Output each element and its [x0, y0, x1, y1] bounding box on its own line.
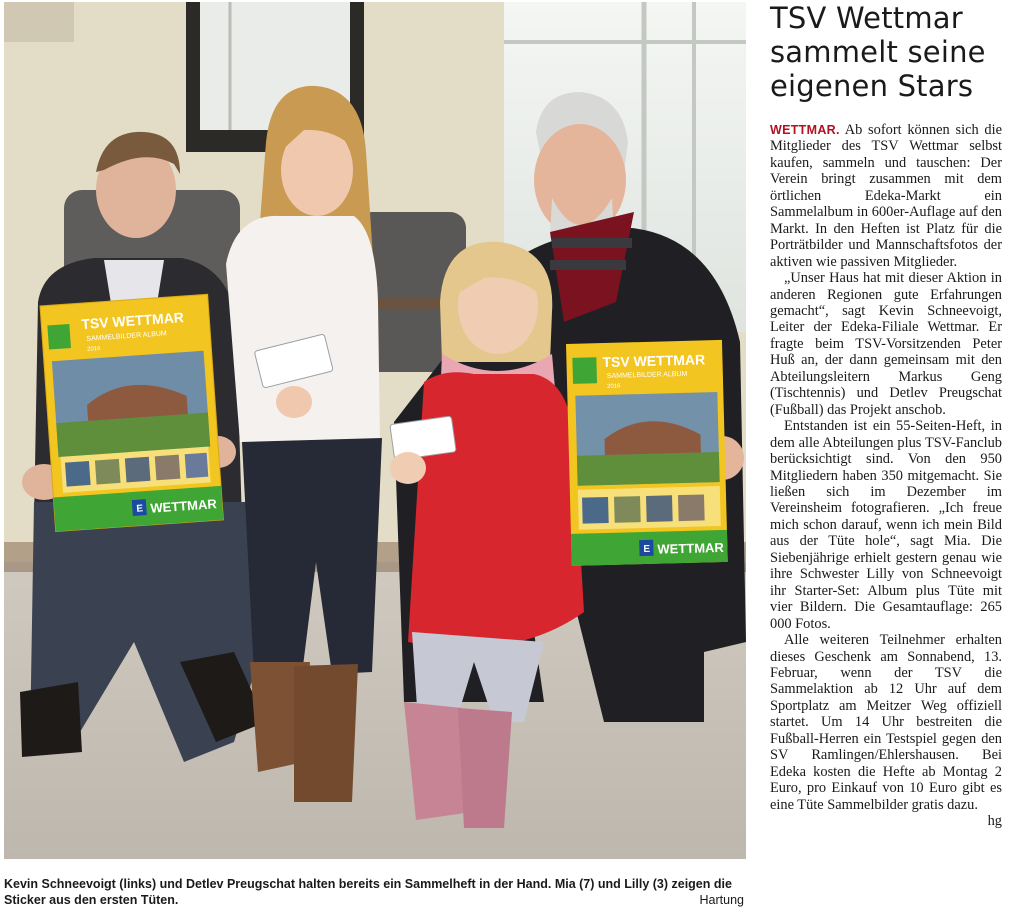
album-right-title: TSV WETTMAR [602, 351, 706, 371]
author-signature: hg [987, 813, 1002, 830]
paragraph-text: Ab sofort können sich die Mitglieder des TSV Wettmar selbst kaufen, sammeln und tauschen: Der Verein bringt zusammen mit dem örtlichen Edeka-Markt ein Sammelalbum in 600er-Auflage auf den Markt. In den Heften ist Platz für die Porträtbilder und Mannschaftsfotos der aktiven wie passiven Mitglieder. [770, 122, 1002, 270]
album-left-subtitle: SAMMELBILDER ALBUM [86, 330, 168, 343]
svg-text:E: E [136, 503, 144, 515]
article-body [770, 122, 1002, 830]
article-paragraph: „Unser Haus hat mit dieser Aktion in anderen Regionen gute Erfahrungen gemacht“, sagt Kevin Schneevoigt, Leiter der Edeka-Filiale Wettmar. Er fragte beim TSV-Vorsitzenden Peter Huß an, der dann gemeinsam mit den Abteilungsleitern Markus Geng (Tischtennis) und Detlev Preugschat (Fußball) das Projekt anschob. [770, 270, 1002, 418]
article-paragraph [770, 632, 1002, 830]
paragraph-text: Alle weiteren Teilnehmer erhalten dieses Geschenk am Sonnabend, 13. Februar, wenn der TSV die Sammelaktion ab 12 Uhr auf dem Sportplatz am Meitzer Weg offiziell startet. Um 14 Uhr bestreiten die Fußball-Herren ein Testspiel gegen den SV Ramlingen/Ehlershausen. Bei Edeka kosten die Hefte ab Montag 2 Euro, pro Einkauf von 10 Euro gibt es eine Tüte Sammelbilder gratis dazu. [770, 632, 1002, 813]
album-right-brand: WETTMAR [657, 539, 725, 557]
dateline: WETTMAR. [770, 123, 840, 137]
article-column [770, 0, 1002, 829]
photo-credit: Hartung [699, 893, 744, 907]
svg-text:E: E [643, 543, 651, 556]
photo-illustration [4, 2, 746, 859]
headline-line: eigenen Stars [770, 69, 974, 103]
caption-text: Kevin Schneevoigt (links) und Detlev Preugschat halten bereits ein Sammelheft in der Hand. Mia (7) und Lilly (3) zeigen die Sticker aus den ersten Tüten. [4, 877, 732, 907]
club-crest-icon [572, 357, 597, 384]
news-photo [4, 2, 746, 859]
article-paragraph [770, 122, 1002, 270]
headline [770, 1, 1002, 103]
album-left-title: TSV WETTMAR [80, 309, 185, 333]
photo-caption [4, 876, 746, 908]
album-left [40, 294, 223, 531]
headline-line: TSV Wettmar [770, 1, 963, 35]
article-paragraph: Entstanden ist ein 55-Seiten-Heft, in dem alle Abteilungen plus TSV-Fanclub berücksichtigt sind. Von den 950 Mitgliedern haben 350 mitgemacht. Sie ließen sich im Dezember im Vereinsheim fotografieren. „Ich freue mich schon darauf, wenn ich mein Bild aus der Tüte hole“, sagt Mia. Die Siebenjährige erhielt gestern genau wie ihre Schwester Lilly von Schneevoigt ihr Starter-Set: Album plus Tüte mit vier Bildern. Die Gesamtauflage: 265 000 Fotos. [770, 418, 1002, 632]
album-left-brand: WETTMAR [149, 496, 218, 516]
album-right-subtitle: SAMMELBILDER ALBUM [606, 370, 688, 380]
album-right-year: 2016 [607, 383, 621, 390]
album-right [566, 340, 728, 566]
club-crest-icon [47, 324, 71, 349]
album-left-year: 2016 [86, 345, 101, 353]
headline-line: sammelt seine [770, 35, 986, 69]
